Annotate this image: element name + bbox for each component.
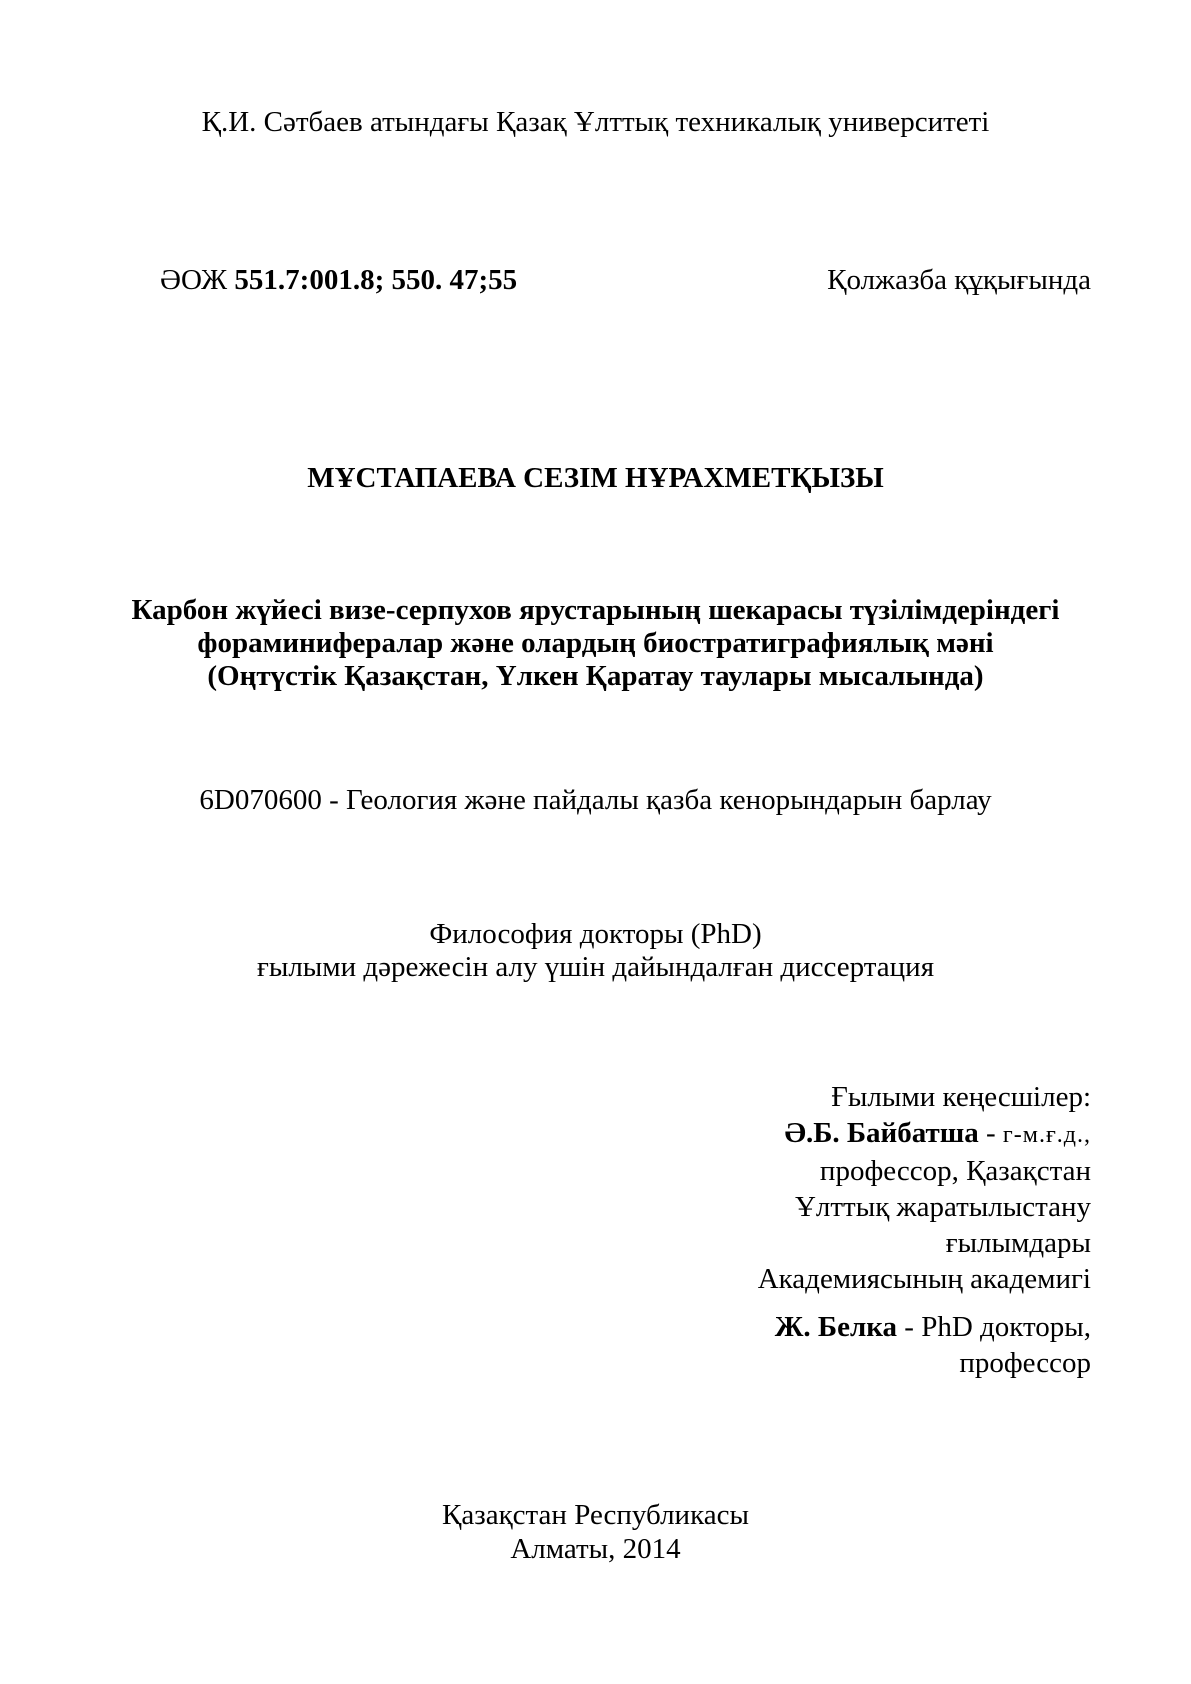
manuscript-rights-note: Қолжазба құқығында	[827, 264, 1091, 296]
udc-label: ӘОЖ	[160, 264, 228, 296]
advisor1-line-1: профессор, Қазақстан	[819, 1155, 1091, 1187]
udc-row	[160, 264, 1091, 297]
advisor2-degree: PhD докторы,	[921, 1311, 1091, 1343]
advisor1-line-3: ғылымдары	[945, 1227, 1091, 1259]
advisor1-degree: г-м.ғ.д.,	[1002, 1122, 1091, 1148]
footer	[0, 1498, 1191, 1566]
advisor2-line-1: профессор	[959, 1347, 1091, 1379]
footer-city-year: Алматы, 2014	[510, 1533, 681, 1565]
advisors-gap	[758, 1297, 1091, 1309]
advisor1-line-2: Ұлттық жаратылыстану	[794, 1191, 1091, 1223]
footer-country: Қазақстан Республикасы	[442, 1499, 749, 1531]
degree-statement	[0, 918, 1191, 984]
udc-number: 551.7:001.8; 550. 47;55	[234, 264, 518, 296]
advisor2-separator: -	[897, 1311, 922, 1343]
udc-code	[160, 264, 517, 297]
degree-line-1: Философия докторы (PhD)	[429, 918, 762, 950]
advisor1-separator: -	[978, 1117, 1003, 1149]
degree-line-2: ғылыми дәрежесін алу үшін дайындалған диссертация	[256, 951, 935, 983]
advisor2-name: Ж. Белка	[774, 1311, 898, 1343]
title-line-3: (Оңтүстік Қазақстан, Үлкен Қаратау таулары мысалында)	[207, 660, 984, 692]
dissertation-title	[0, 594, 1191, 693]
advisor1-name: Ә.Б. Байбатша	[784, 1117, 979, 1149]
advisor1-line-4: Академиясының академигі	[757, 1263, 1091, 1295]
advisor2-name-line	[758, 1309, 1091, 1345]
advisors-heading: Ғылыми кеңесшілер:	[831, 1081, 1091, 1113]
specialty-code-and-name: 6D070600 - Геология және пайдалы қазба кенорындарын барлау	[199, 784, 992, 816]
university-name: Қ.И. Сәтбаев атындағы Қазақ Ұлттық техникалық университеті	[201, 106, 990, 138]
title-line-2: фораминифералар және олардың биостратиграфиялық мәні	[197, 627, 994, 659]
scientific-advisors	[758, 1079, 1091, 1381]
author-name: МҰСТАПАЕВА СЕЗІМ НҰРАХМЕТҚЫЗЫ	[307, 462, 884, 494]
title-line-1: Карбон жүйесі визе-серпухов ярустарының шекарасы түзілімдеріндегі	[131, 594, 1060, 626]
advisor1-name-line	[758, 1115, 1091, 1153]
